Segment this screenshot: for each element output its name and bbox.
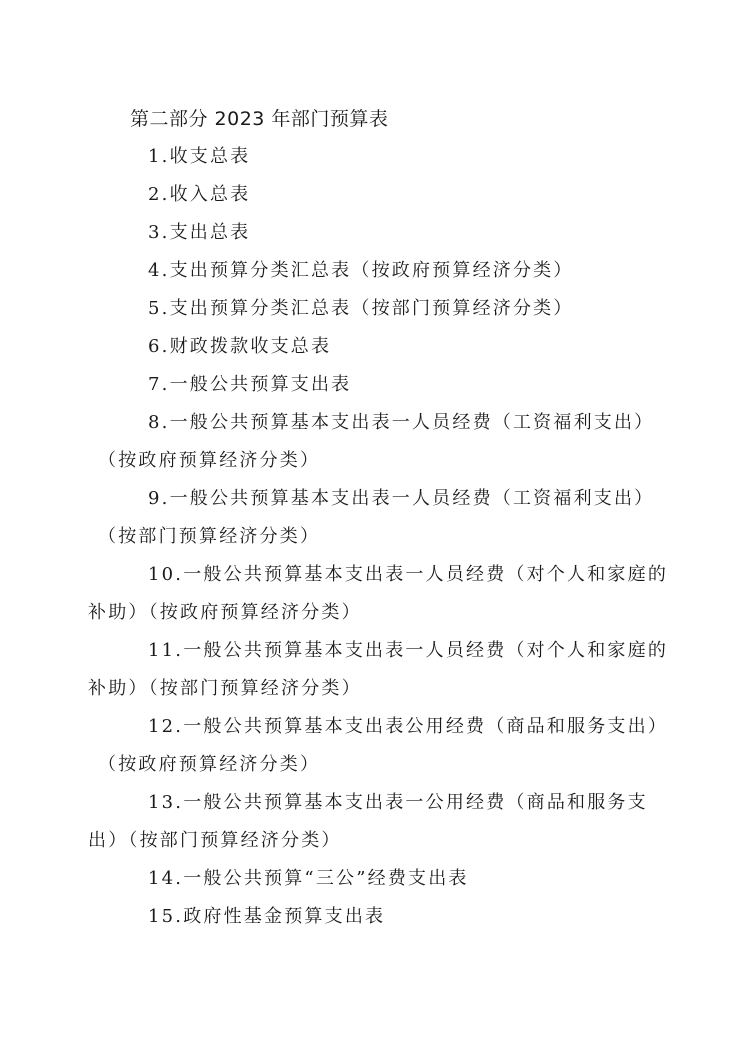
list-item [88,404,670,480]
list-item-text: 5.支出预算分类汇总表（按部门预算经济分类） [148,298,574,319]
list-item [88,860,670,898]
list-item-continuation: （按政府预算经济分类） [98,450,321,471]
list-item-text: 15.政府性基金预算支出表 [148,906,386,927]
list-item-continuation: 出）（按部门预算经济分类） [88,830,342,851]
list-item-text: 9.一般公共预算基本支出表一人员经费（工资福利支出） [148,488,655,509]
list-item-text: 6.财政拨款收支总表 [148,336,332,357]
list-item-text: 1.收支总表 [148,146,251,167]
list-item-text: 8.一般公共预算基本支出表一人员经费（工资福利支出） [148,412,655,433]
list-item [88,556,670,632]
list-item-continuation: 补助）（按政府预算经济分类） [88,602,362,623]
list-item-text: 14.一般公共预算“三公”经费支出表 [148,868,469,889]
list-item [88,138,670,176]
list-item-text: 12.一般公共预算基本支出表公用经费（商品和服务支出） [148,716,669,737]
list-item [88,214,670,252]
list-item-continuation: （按政府预算经济分类） [98,754,321,775]
list-item [88,480,670,556]
list-item-text: 10.一般公共预算基本支出表一人员经费（对个人和家庭的 [148,564,669,585]
list-item-text: 13.一般公共预算基本支出表一公用经费（商品和服务支 [148,792,648,813]
list-item [88,708,670,784]
section-heading: 第二部分 2023 年部门预算表 [130,108,389,130]
list-item-continuation: 补助）（按部门预算经济分类） [88,678,362,699]
list-item-text: 3.支出总表 [148,222,251,243]
list-item [88,898,670,936]
list-item [88,252,670,290]
list-item [88,290,670,328]
list-item [88,176,670,214]
list-item-text: 2.收入总表 [148,184,251,205]
list-item [88,366,670,404]
list-item [88,328,670,366]
list-item-text: 7.一般公共预算支出表 [148,374,352,395]
list-item [88,784,670,860]
list-item-text: 4.支出预算分类汇总表（按政府预算经济分类） [148,260,574,281]
list-item [88,632,670,708]
list-item-continuation: （按部门预算经济分类） [98,526,321,547]
list-item-text: 11.一般公共预算基本支出表一人员经费（对个人和家庭的 [148,640,669,661]
